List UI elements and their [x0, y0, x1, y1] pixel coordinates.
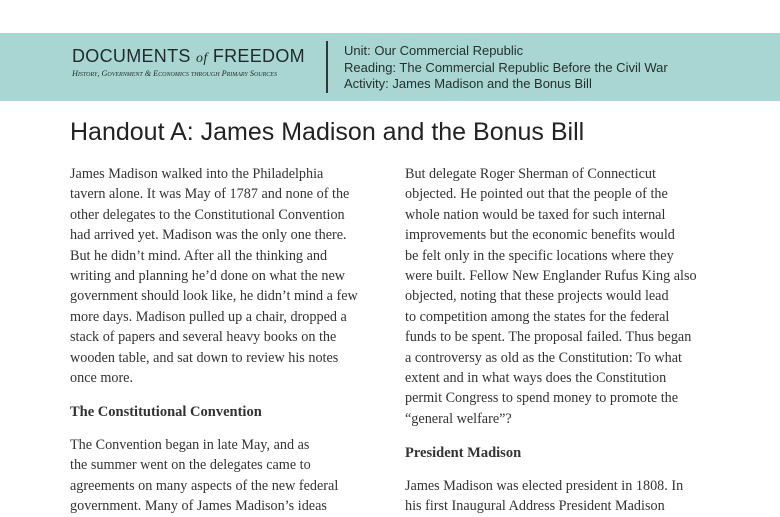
unit-label: Unit: Our Commercial Republic — [344, 43, 524, 58]
logo-subtitle: History, Government & Economics through Primary Sources — [72, 69, 277, 78]
page-title: Handout A: James Madison and the Bonus Bill — [70, 118, 585, 146]
reading-label: Reading: The Commercial Republic Before the Civil War — [344, 59, 668, 75]
right-column — [405, 164, 725, 517]
activity-label: Activity: James Madison and the Bonus Bill — [344, 76, 592, 91]
president-madison-paragraph: James Madison was elected president in 1808. In his first Inaugural Address President Madison — [405, 477, 684, 515]
intro-paragraph: James Madison walked into the Philadelphia tavern alone. It was May of 1787 and none of the other delegates to the Constitutional Convention had arrived yet. Madison was the only one there. But he didn’t mind. After all the thinking and writing and planning he’d done on what the new government should look like, he didn’t mind a few more days. Madison pulled up a chair, dropped a stack of papers and several heavy books on the wooden table, and sat down to review his notes once more. — [70, 166, 358, 387]
lesson-info — [344, 43, 668, 93]
documents-of-freedom-logo[interactable] — [72, 46, 312, 78]
header-divider — [326, 41, 328, 93]
left-column — [70, 164, 395, 517]
sherman-paragraph: But delegate Roger Sherman of Connecticut objected. He pointed out that the people of the whole nation would be taxed for such internal improvements but the economic benefits would be felt only in the specific locations where they were built. Fellow New Englander Rufus King also objected, noting that these projects would lead to competition among the states for the federal funds to be spent. The proposal failed. Thus began a controversy as old as the Constitution: To what extent and in what ways does the Constitution permit Congress to spend money to promote the “general welfare”? — [405, 166, 697, 427]
logo-title: DOCUMENTS of FREEDOM — [72, 46, 305, 66]
section-heading-constitutional-convention: The Constitutional Convention — [70, 404, 262, 421]
convention-paragraph: The Convention began in late May, and as the summer went on the delegates came to agreements on many aspects of the new federal government. Many of James Madison’s ideas — [70, 436, 339, 515]
section-heading-president-madison: President Madison — [405, 445, 522, 462]
